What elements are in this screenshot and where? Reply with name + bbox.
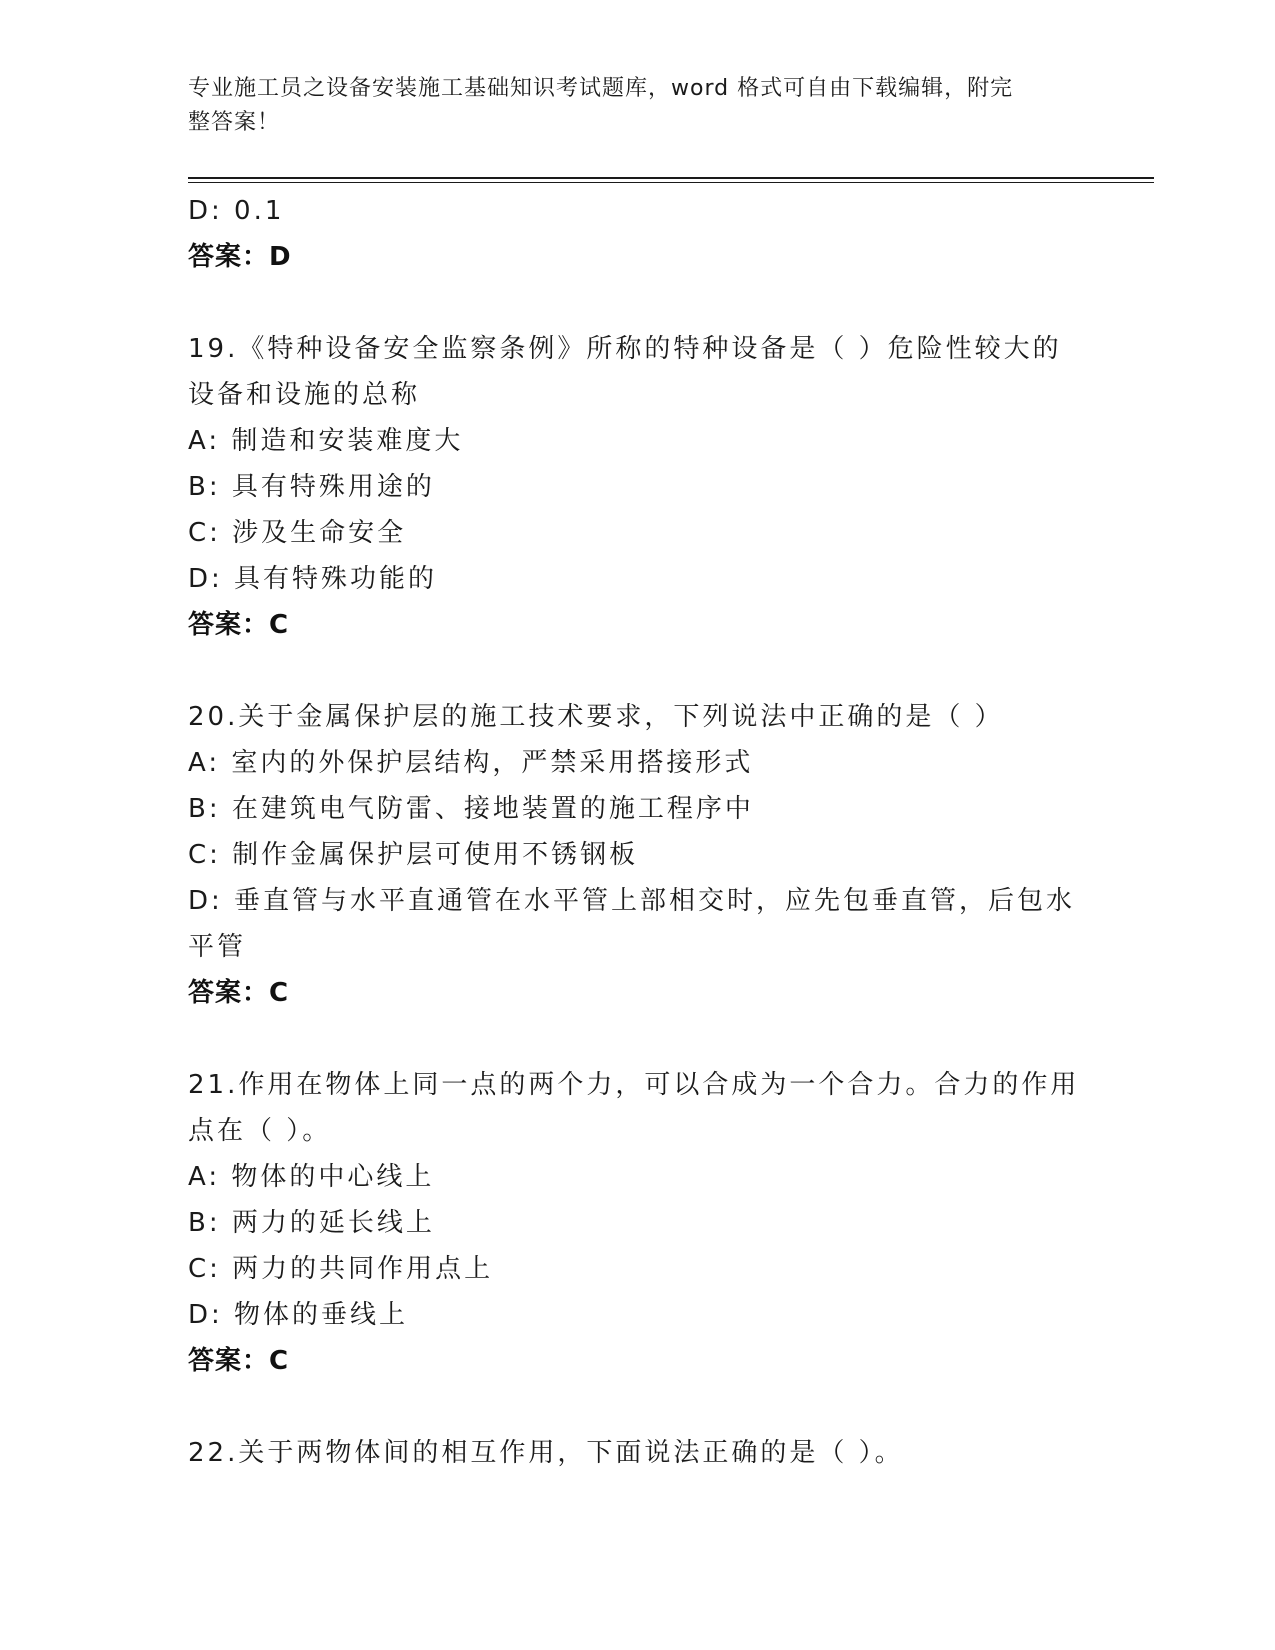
header-rule-thin [188,182,1154,183]
q19-option-d: D: 具有特殊功能的 [188,564,438,594]
spacer [188,648,1088,694]
q21-option-c: C: 两力的共同作用点上 [188,1254,494,1284]
q20-option-a: A: 室内的外保护层结构，严禁采用搭接形式 [188,748,754,778]
question-20 [188,694,1088,1016]
spacer [188,1384,1088,1430]
q20-option-d-continued: 平管 [188,932,247,962]
header-line-1: 专业施工员之设备安装施工基础知识考试题库，word 格式可自由下载编辑，附完 [188,76,1014,101]
q18-answer: 答案：D [188,242,292,272]
q21-stem-line-2: 点在（ ）。 [188,1116,332,1146]
q19-option-b: B: 具有特殊用途的 [188,472,435,502]
q20-option-d: D: 垂直管与水平直通管在水平管上部相交时，应先包垂直管，后包水 [188,886,1076,916]
page-header [188,72,1068,140]
q21-stem-line-1: 21.作用在物体上同一点的两个力，可以合成为一个合力。合力的作用 [188,1070,1080,1100]
q21-option-d: D: 物体的垂线上 [188,1300,409,1330]
question-list [188,188,1088,1476]
q19-option-a: A: 制造和安装难度大 [188,426,464,456]
header-line-2: 整答案！ [188,110,281,135]
q20-option-c: C: 制作金属保护层可使用不锈钢板 [188,840,639,870]
q21-answer: 答案：C [188,1346,290,1376]
q19-stem-line-2: 设备和设施的总称 [188,380,421,410]
q18-option-d: D: 0.1 [188,196,285,226]
q21-option-a: A: 物体的中心线上 [188,1162,435,1192]
q19-stem-line-1: 19.《特种设备安全监察条例》所称的特种设备是（ ）危险性较大的 [188,334,1062,364]
q19-option-c: C: 涉及生命安全 [188,518,407,548]
question-19 [188,326,1088,648]
question-21 [188,1062,1088,1384]
q20-stem-line-1: 20.关于金属保护层的施工技术要求，下列说法中正确的是（ ） [188,702,1004,732]
spacer [188,280,1088,326]
q20-option-b: B: 在建筑电气防雷、接地装置的施工程序中 [188,794,754,824]
q22-stem-line-1: 22.关于两物体间的相互作用，下面说法正确的是（ ）。 [188,1438,904,1468]
header-rule-thick [188,177,1154,179]
q21-option-b: B: 两力的延长线上 [188,1208,435,1238]
q20-answer: 答案：C [188,978,290,1008]
question-22 [188,1430,1088,1476]
spacer [188,1016,1088,1062]
q19-answer: 答案：C [188,610,290,640]
